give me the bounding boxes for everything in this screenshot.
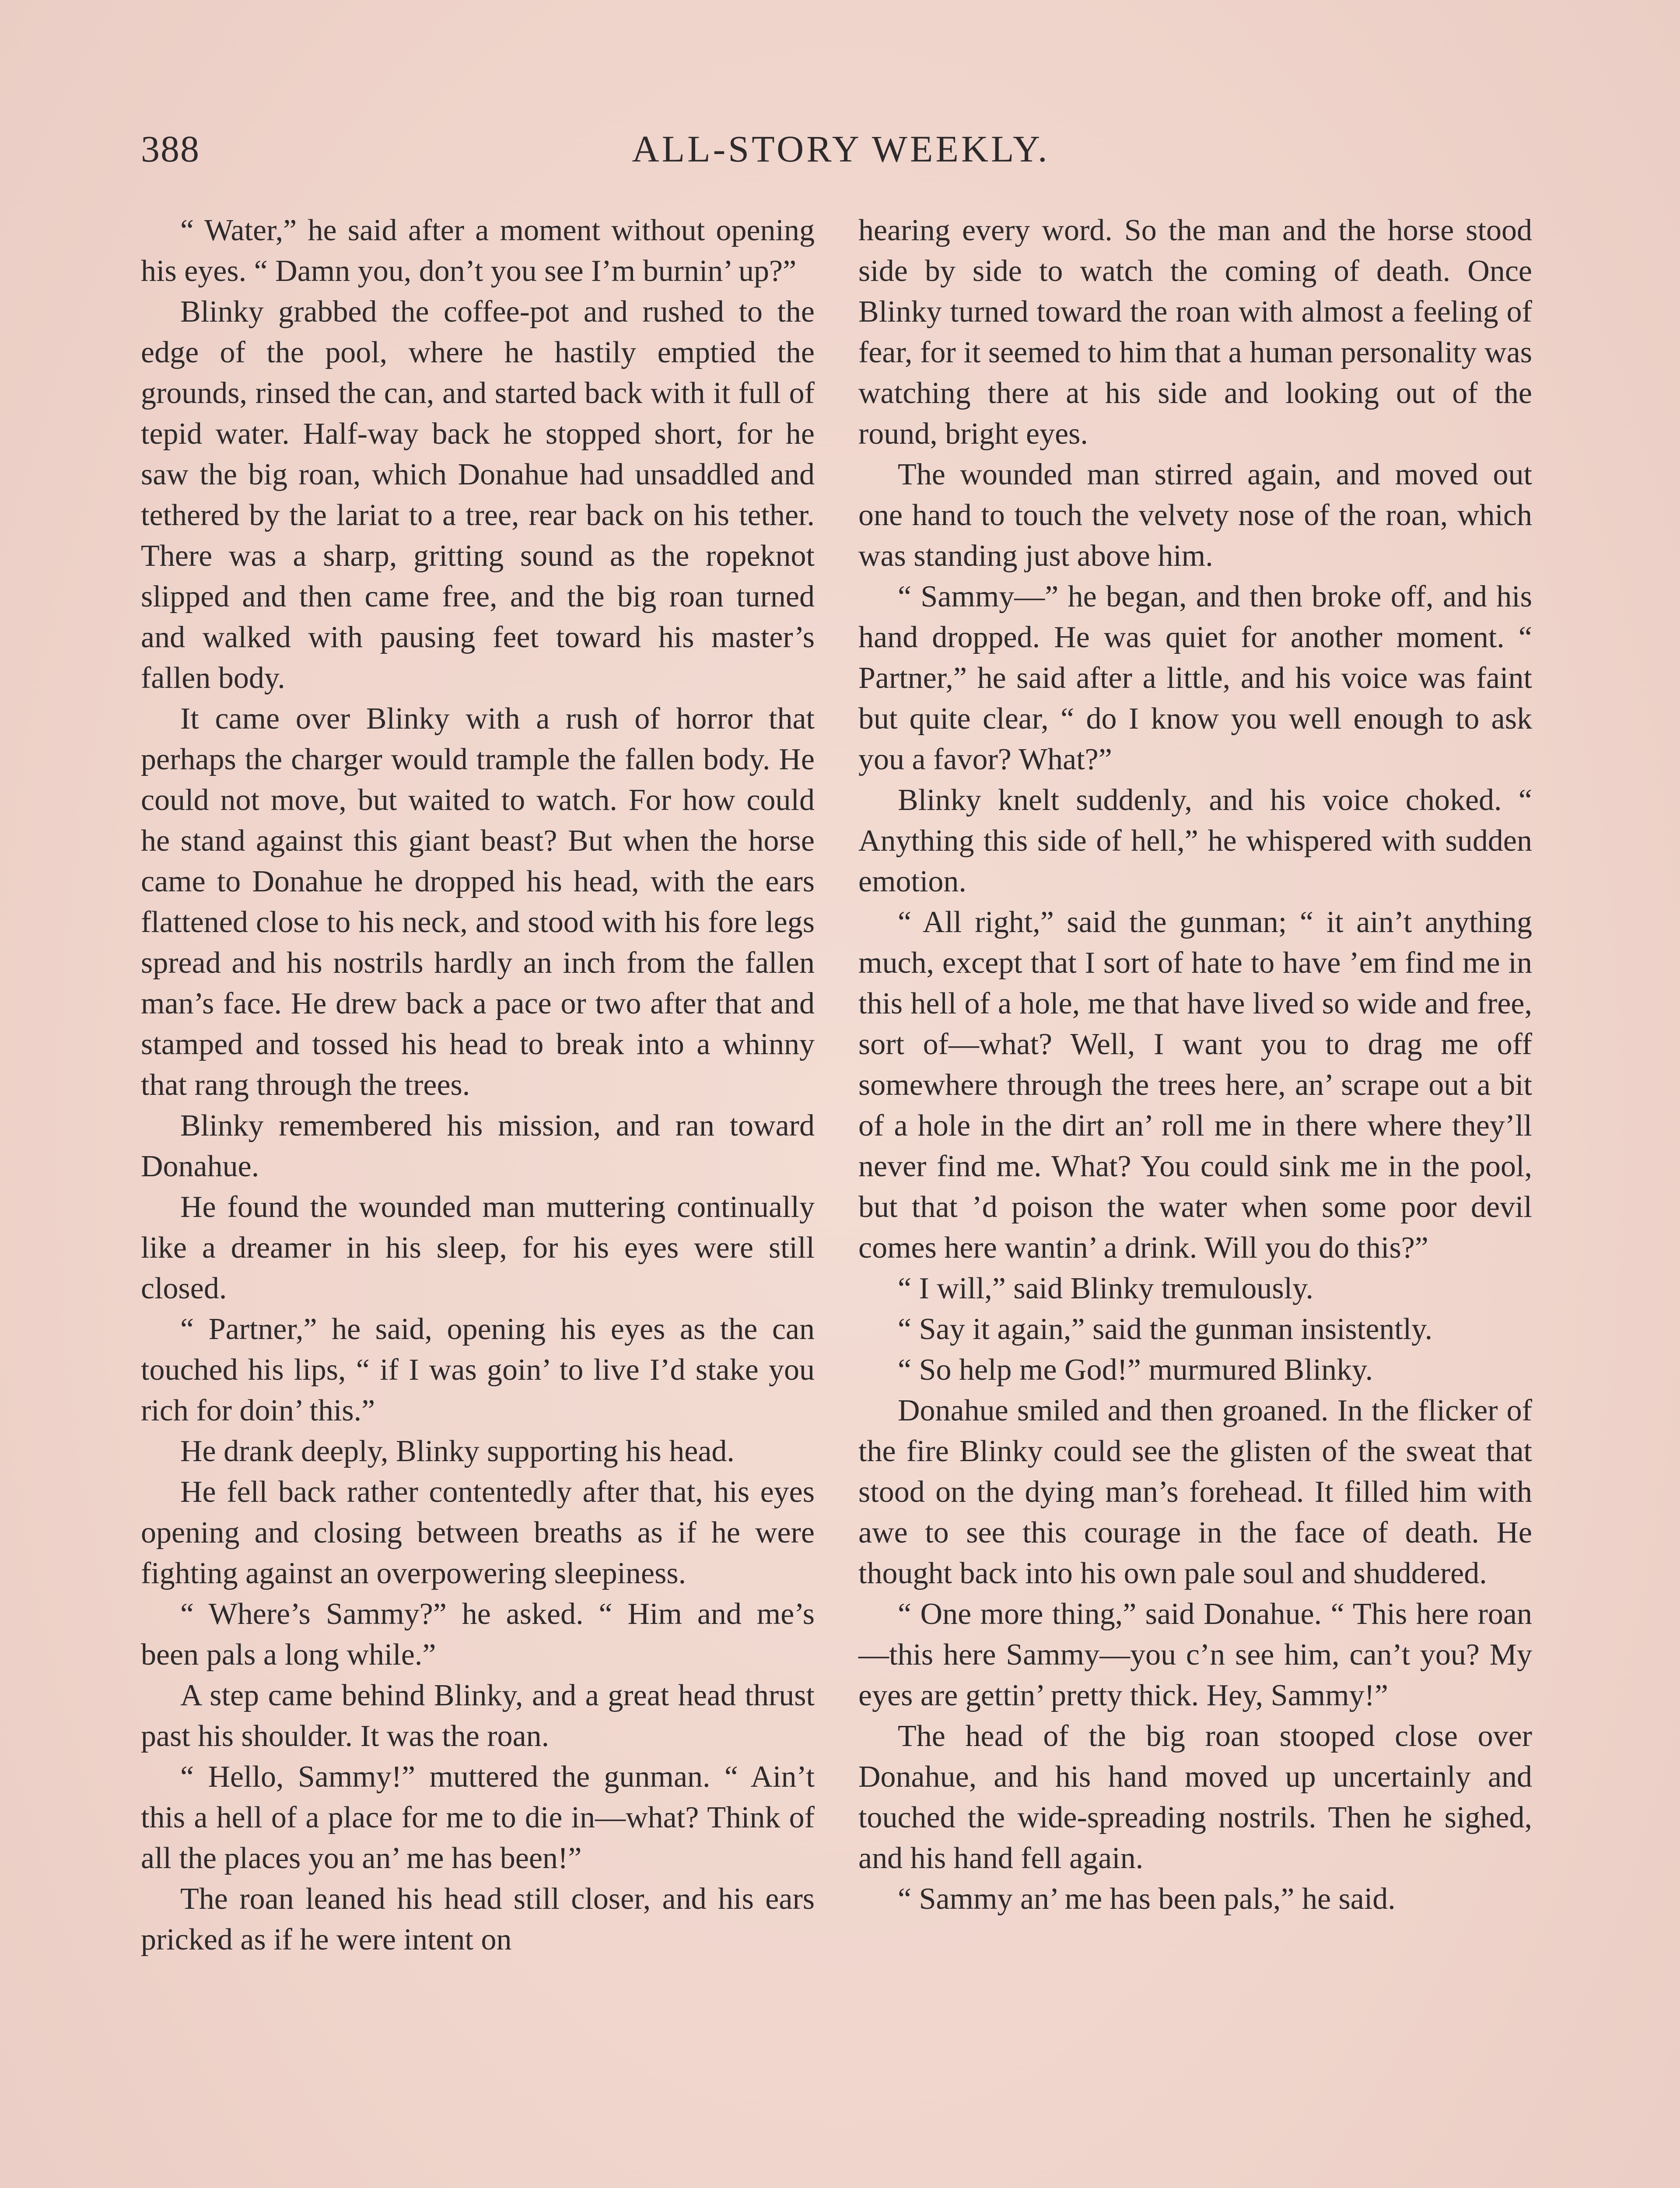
page-header (141, 127, 1541, 184)
right-column (858, 210, 1532, 1919)
paragraph: He fell back rather contentedly after that, his eyes opening and closing between breaths as if he were fighting against an overpowering sleepiness. (141, 1475, 815, 1590)
paragraph: “ All right,” said the gunman; “ it ain’t anything much, except that I sort of hate to have ’em find me in this hell of a hole, me that have lived so wide and free, sort of—what? Well, I want you to drag me off somewhere through the trees here, an’ scrape out a bit of a hole in the dirt an’ roll me in there where they’ll never find me. What? You could sink me in the pool, but that ’d poison the water when some poor devil comes here wantin’ a drink. Will you do this?” (858, 905, 1532, 1265)
paragraph: The wounded man stirred again, and moved out one hand to touch the velvety nose of the roan, which was standing just above him. (858, 458, 1532, 573)
paragraph: “ Partner,” he said, opening his eyes as the can touched his lips, “ if I was goin’ to live I’d stake you rich for doin’ this.” (141, 1312, 815, 1427)
paragraph: He drank deeply, Blinky supporting his head. (180, 1434, 735, 1468)
paragraph: “ So help me God!” murmured Blinky. (898, 1353, 1373, 1387)
paragraph: Donahue smiled and then groaned. In the flicker of the fire Blinky could see the glisten of the sweat that stood on the dying man’s forehead. It filled him with awe to see this courage in the face of death. He thought back into his own pale soul and shuddered. (858, 1394, 1532, 1590)
paragraph: “ Sammy an’ me has been pals,” he said. (898, 1882, 1396, 1916)
paragraph: The head of the big roan stooped close over Donahue, and his hand moved up uncertainly and touched the wide-spreading nostrils. Then he sighed, and his hand fell again. (858, 1719, 1532, 1875)
page-number: 388 (141, 128, 200, 170)
paragraph: Blinky remembered his mission, and ran toward Donahue. (141, 1109, 815, 1183)
paragraph: “ Sammy—” he began, and then broke off, and his hand dropped. He was quiet for another moment. “ Partner,” he said after a little, and his voice was faint but quite clear, “ do I know you well enough to ask you a favor? What?” (858, 580, 1532, 776)
paragraph: “ Say it again,” said the gunman insistently. (898, 1312, 1433, 1346)
paragraph: “ I will,” said Blinky tremulously. (898, 1272, 1314, 1305)
paragraph: Blinky grabbed the coffee-pot and rushed to the edge of the pool, where he hastily emptied the grounds, rinsed the can, and started back with it full of tepid water. Half-way back he stopped short, for he saw the big roan, which Donahue had unsaddled and tethered by the lariat to a tree, rear back on his tether. There was a sharp, gritting sound as the ropeknot slipped and then came free, and the big roan turned and walked with pausing feet toward his master’s fallen body. (141, 295, 815, 695)
paragraph: “ Hello, Sammy!” muttered the gunman. “ Ain’t this a hell of a place for me to die in—what? Think of all the places you an’ me has been!” (141, 1760, 815, 1875)
paragraph-continuation: hearing every word. So the man and the horse stood side by side to watch the coming of death. Once Blinky turned toward the roan with almost a feeling of fear, for it seemed to him that a human personality was watching there at his side and looking out of the round, bright eyes. (858, 214, 1532, 451)
paragraph: A step came behind Blinky, and a great head thrust past his shoulder. It was the roan. (141, 1679, 815, 1753)
left-column (141, 210, 815, 1960)
paragraph: The roan leaned his head still closer, and his ears pricked as if he were intent on (141, 1882, 815, 1957)
paragraph: It came over Blinky with a rush of horror that perhaps the charger would trample the fallen body. He could not move, but waited to watch. For how could he stand against this giant beast? But when the horse came to Donahue he dropped his head, with the ears flattened close to his neck, and stood with his fore legs spread and his nostrils hardly an inch from the fallen man’s face. He drew back a pace or two after that and stamped and tossed his head to break into a whinny that rang through the trees. (141, 702, 815, 1102)
paragraph: Blinky knelt suddenly, and his voice choked. “ Anything this side of hell,” he whispered with sudden emotion. (858, 783, 1532, 898)
running-title: ALL-STORY WEEKLY. (632, 128, 1050, 170)
text-columns (141, 210, 1541, 2188)
paragraph: “ One more thing,” said Donahue. “ This here roan—this here Sammy—you c’n see him, can’t you? My eyes are gettin’ pretty thick. Hey, Sammy!” (858, 1597, 1532, 1712)
paragraph: “ Where’s Sammy?” he asked. “ Him and me’s been pals a long while.” (141, 1597, 815, 1672)
paragraph: “ Water,” he said after a moment without opening his eyes. “ Damn you, don’t you see I’m burnin’ up?” (141, 214, 815, 288)
paragraph: He found the wounded man muttering continually like a dreamer in his sleep, for his eyes were still closed. (141, 1190, 815, 1305)
